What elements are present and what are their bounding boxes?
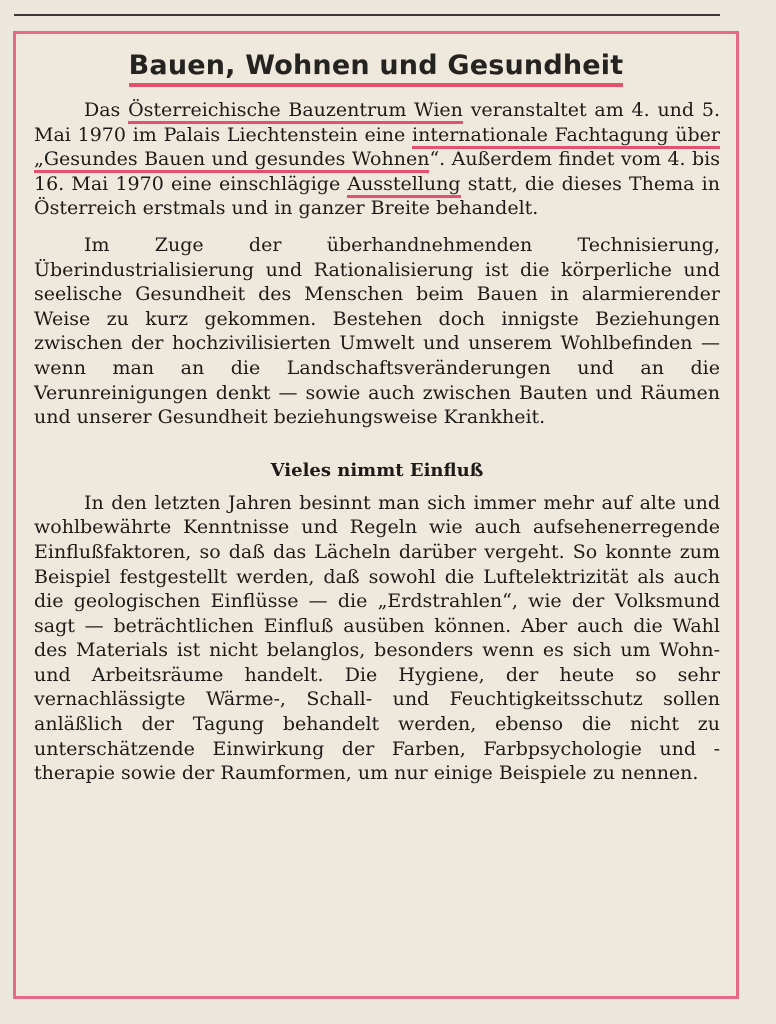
subheading: Vieles nimmt Einfluß: [270, 459, 484, 481]
intro-text-b: veranstaltet am 4. und 5. Mai 1970 im Palais Liechtenstein eine: [34, 99, 720, 146]
article-title: [16, 50, 736, 81]
paragraph-technisierung: Im Zuge der überhandnehmenden Technisierung, Überindustrialisierung und Rationalisierung ist die körperliche und seelische Gesundheit des Menschen beim Bauen in alarmierender Weise zu kurz gekommen. Bestehen doch innigste Beziehungen zwischen der hochzivilisierten Umwelt und unserem Wohlbefinden — wenn man an die Landschaftsveränderungen und an die Verunreinigungen denkt — sowie auch zwischen Bauten und Räumen und unserer Gesundheit beziehungsweise Krankheit.: [34, 233, 720, 429]
intro-text-c: “. Außerdem findet vom 4. bis 16. Mai 1970 eine einschlägige: [34, 148, 720, 195]
highlight-fachtagung: internationale Fachtagung über „Gesundes Bauen und gesundes Wohnen: [34, 124, 720, 174]
highlight-ausstellung: Ausstellung: [347, 173, 460, 198]
paragraph-einfluss: In den letzten Jahren besinnt man sich immer mehr auf alte und wohlbewährte Kenntnisse und Regeln wie auch aufsehenerregende Einflußfaktoren, so daß das Lächeln darüber vergeht. So konnte zum Beispiel festgestellt werden, daß sowohl die Luftelektrizität als auch die geologischen Einflüsse — die „Erdstrahlen“, wie der Volksmund sagt — beträchtlichen Einfluß ausüben können. Aber auch die Wahl des Materials ist nicht belanglos, besonders wenn es sich um Wohn- und Arbeitsräume handelt. Die Hygiene, der heute so sehr vernachlässigte Wärme-, Schall- und Feuchtigkeitsschutz sollen anläßlich der Tagung behandelt werden, ebenso die nicht zu unterschätzende Einwirkung der Farben, Farbpsychologie und -therapie sowie der Raumformen, um nur einige Beispiele zu nennen.: [34, 491, 720, 785]
article-frame: [13, 31, 739, 999]
article-body: [34, 98, 720, 786]
top-rule: [14, 14, 720, 16]
highlight-bauzentrum: Österreichische Bauzentrum Wien: [128, 99, 463, 124]
title-text: Bauen, Wohnen und Gesundheit: [129, 50, 624, 87]
intro-text-a: Das: [84, 99, 129, 121]
paragraph-intro: [34, 98, 720, 221]
intro-text-d: statt, die dieses Thema in Österreich erstmals und in ganzer Breite behandelt.: [34, 172, 720, 220]
